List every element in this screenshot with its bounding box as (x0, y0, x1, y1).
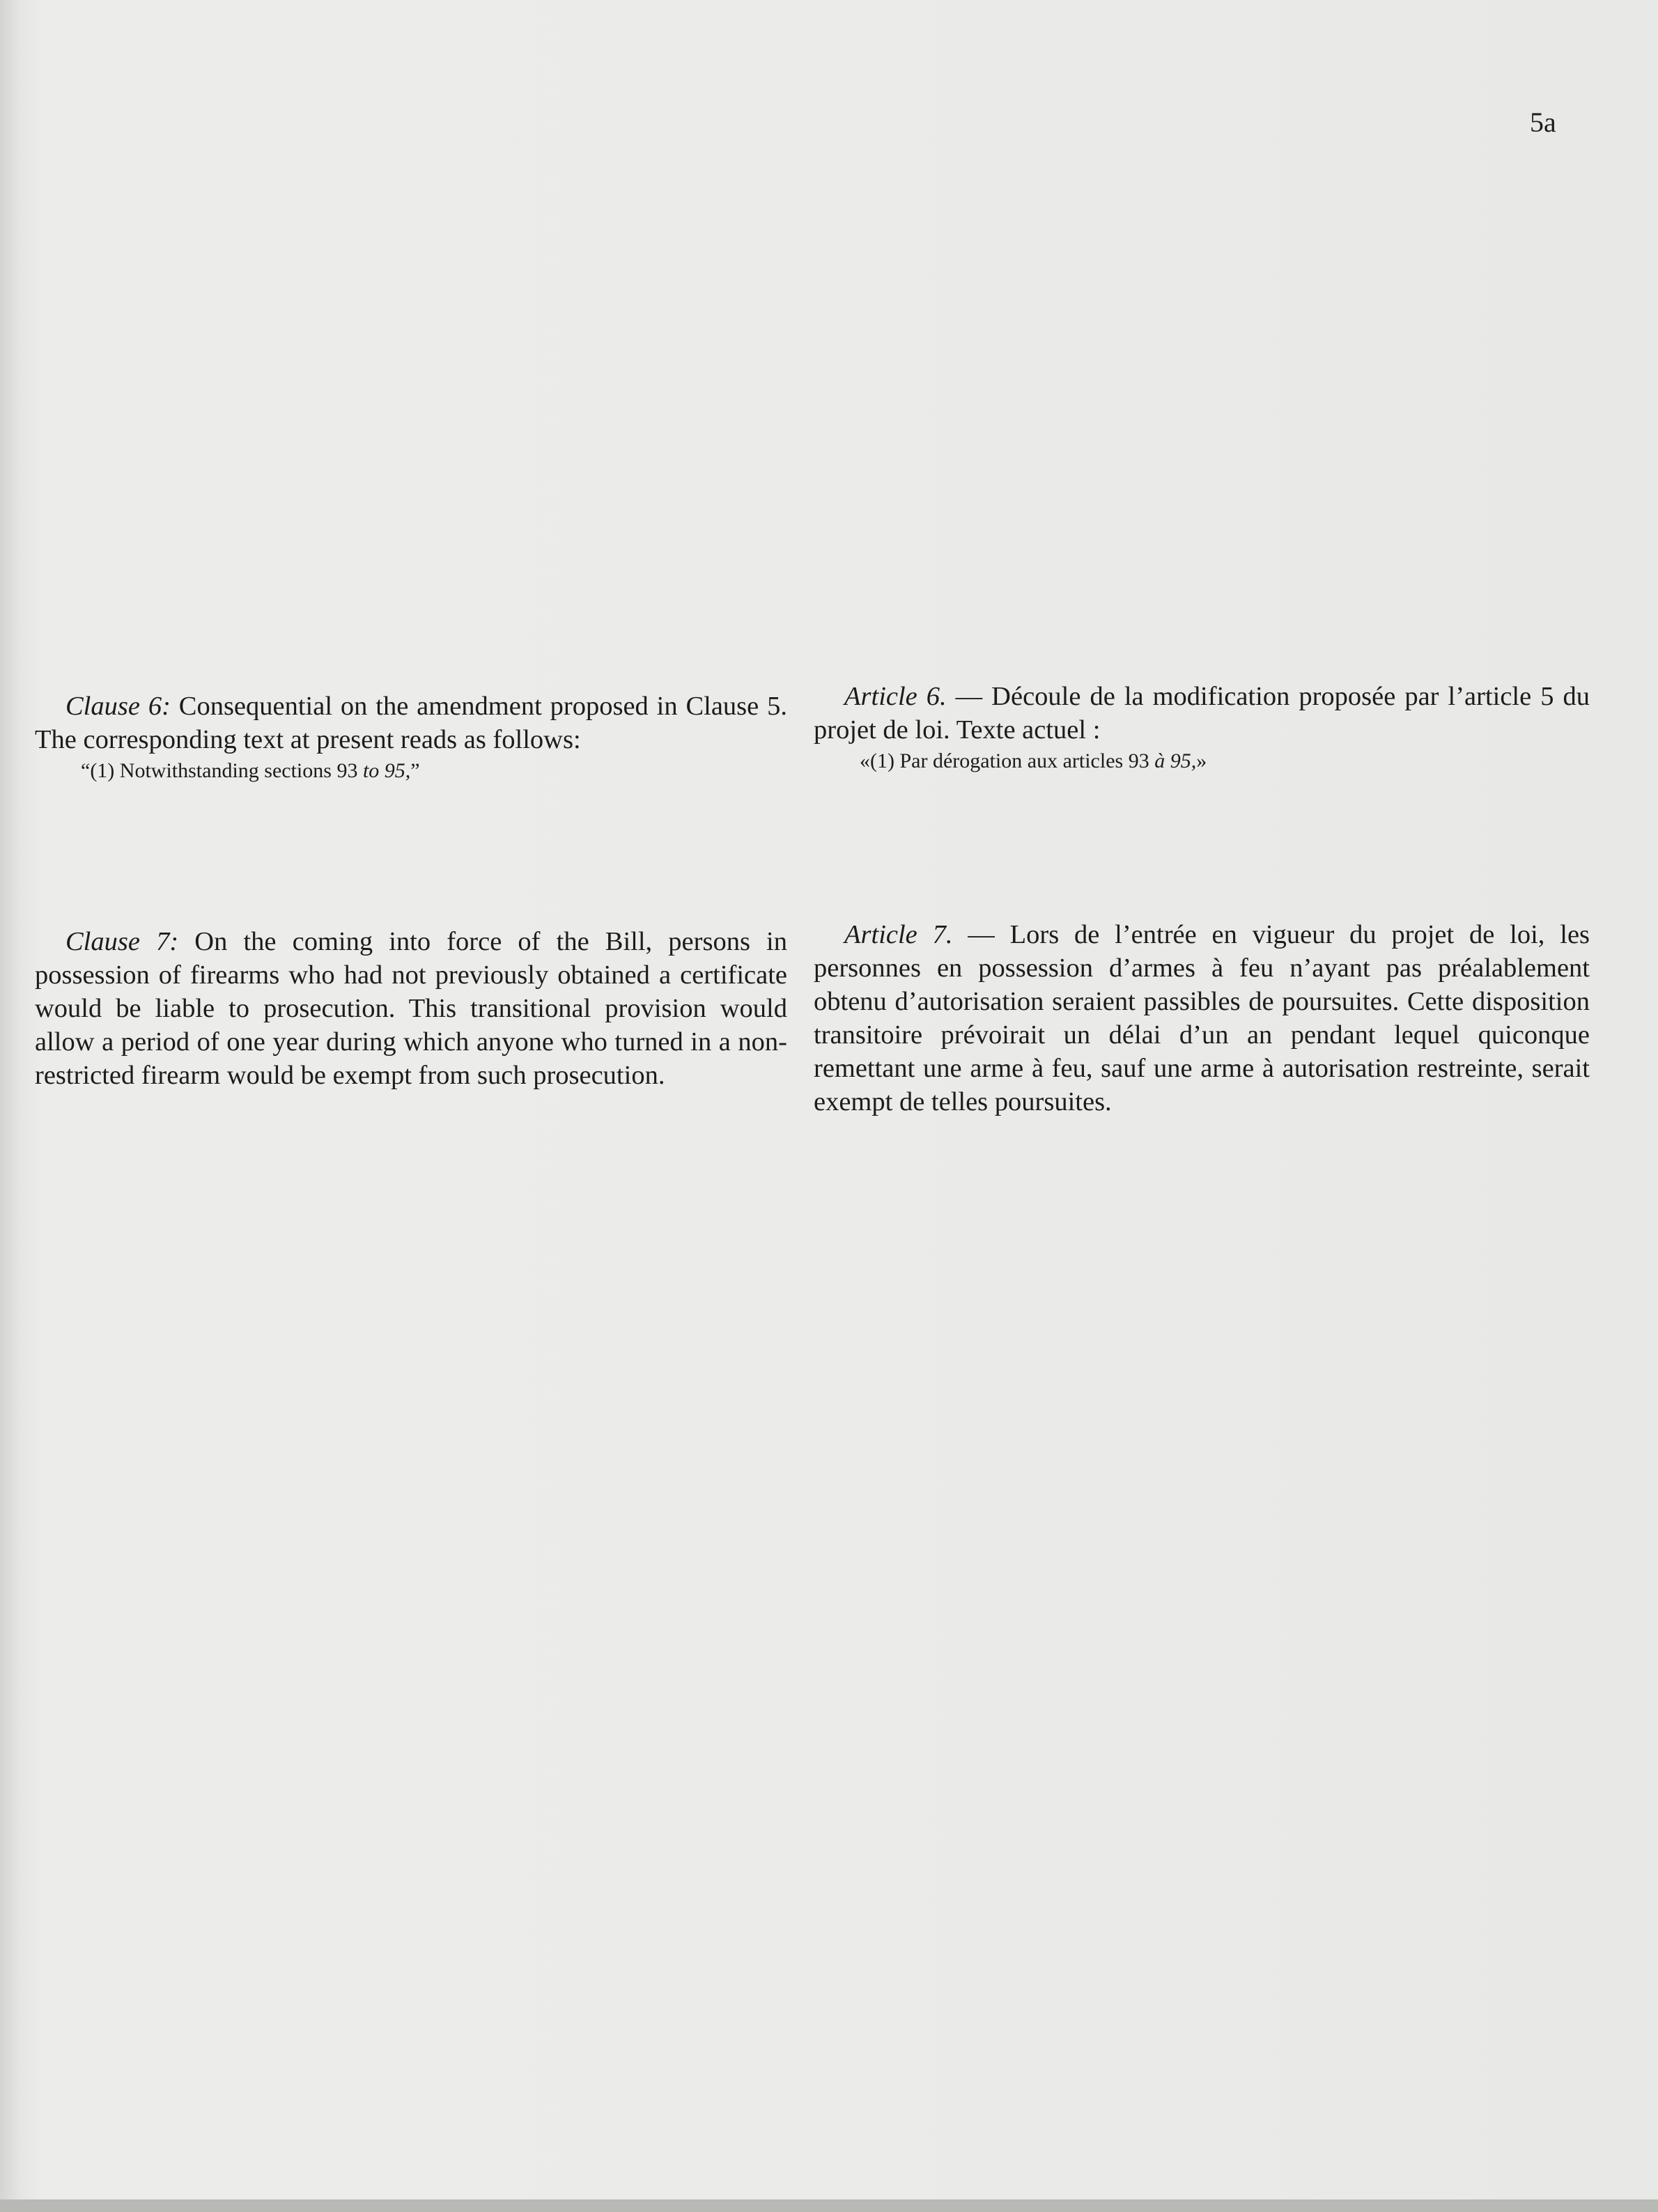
article-7-text: — Lors de l’entrée en vigueur du projet de loi, les personnes en possession d’armes à feu n’ayant pas préalablement obtenu d’autorisation seraient passibles de poursuites. Cette disposition transitoire prévoirait un délai d’un an pendant lequel quiconque remettant une arme à feu, sauf une arme à autorisation restreinte, serait exempt de telles poursuites. (814, 920, 1590, 1116)
page-bottom-edge (0, 2199, 1658, 2212)
page-number: 5a (1530, 107, 1556, 138)
clause-7-heading: Clause 7: (65, 927, 179, 956)
clause-7-section (35, 925, 787, 1092)
article-6-quote-italic: à 95, (1154, 749, 1197, 772)
article-6-paragraph (814, 680, 1590, 747)
article-7-section (814, 918, 1590, 1119)
article-6-quote-text: «(1) Par dérogation aux articles 93 (860, 749, 1149, 772)
clause-6-quote-italic: to 95, (362, 759, 411, 782)
clause-6-section (35, 690, 787, 784)
clause-6-heading: Clause 6: (65, 692, 171, 721)
clause-6-quote-text: “(1) Notwithstanding sections 93 (81, 759, 358, 782)
clause-7-text: On the coming into force of the Bill, persons in possession of firearms who had not previously obtained a certificate would be liable to prosecution. This transitional provision would allow a period of one year during which anyone who turned in a non-restricted firearm would be exempt from such prosecution. (35, 927, 787, 1090)
clause-7-paragraph (35, 925, 787, 1092)
article-6-text: — Découle de la modification proposée par l’article 5 du projet de loi. Texte actuel : (814, 682, 1590, 745)
article-6-section (814, 680, 1590, 774)
article-7-heading: Article 7. (844, 920, 953, 949)
clause-6-quote (81, 758, 787, 784)
article-6-quote-close: » (1196, 749, 1207, 772)
clause-6-quote-close: ” (410, 759, 420, 782)
article-7-paragraph (814, 918, 1590, 1119)
clause-6-paragraph (35, 690, 787, 756)
article-6-heading: Article 6. (844, 682, 947, 711)
clause-6-text: Consequential on the amendment proposed in Clause 5. The corresponding text at present reads as follows: (35, 692, 787, 754)
article-6-quote (860, 748, 1590, 774)
